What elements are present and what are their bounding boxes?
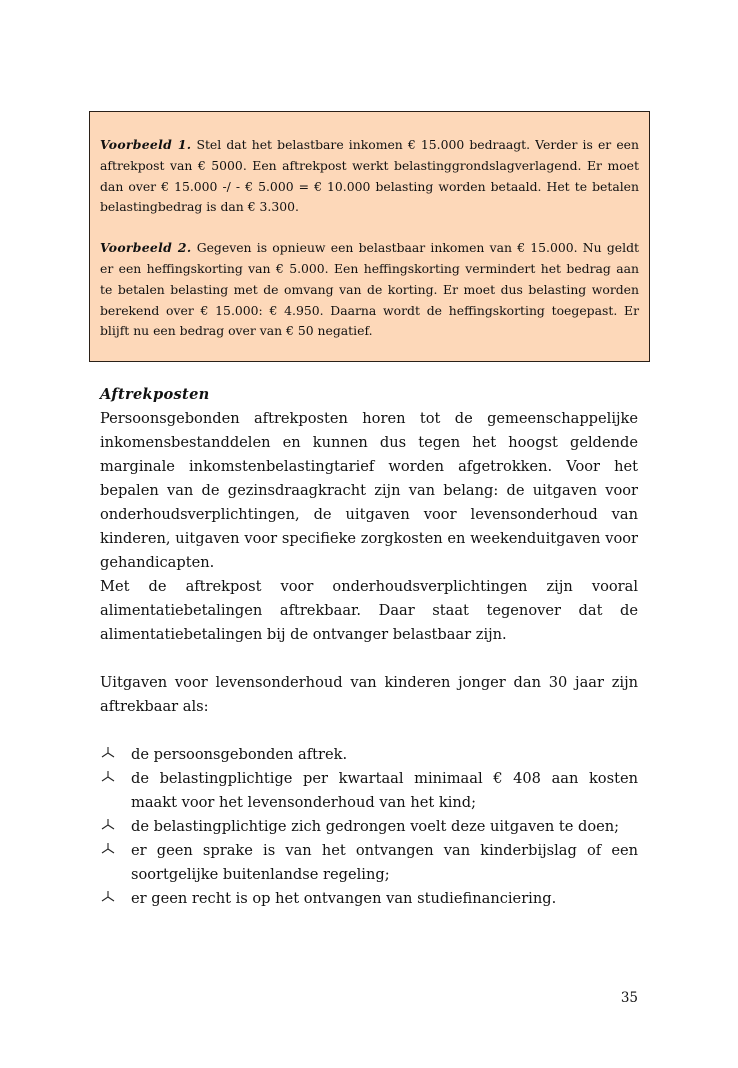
example-box — [89, 111, 650, 362]
page-number: 35 — [620, 990, 638, 1006]
example-2-lead: Voorbeeld 2. — [100, 240, 192, 256]
three-point-bullet-icon — [100, 887, 116, 907]
conditions-list — [100, 743, 638, 911]
paragraph-alimony: Met de aftrekpost voor onderhoudsverplichtingen zijn vooral alimentatiebetalingen aftrekbaar. Daar staat tegenover dat de alimentatiebetalingen bij de ontvanger belastbaar zijn. — [100, 578, 638, 643]
three-point-bullet-icon — [100, 839, 116, 859]
list-item-text: de belastingplichtige zich gedrongen voelt deze uitgaven te doen; — [131, 818, 620, 835]
list-item — [100, 815, 638, 839]
list-item — [100, 839, 638, 887]
list-item — [100, 887, 638, 911]
spacer — [100, 647, 638, 671]
list-item — [100, 743, 638, 767]
paragraph-deductions: Persoonsgebonden aftrekposten horen tot de gemeenschappelijke inkomensbestanddelen en kunnen dus tegen het hoogst geldende marginale inkomstenbelastingtarief worden afgetrokken. Voor het bepalen van de gezinsdraagkracht zijn van belang: de uitgaven voor onderhoudsverplichtingen, de uitgaven voor levensonderhoud van kinderen, uitgaven voor specifieke zorgkosten en weekenduitgaven voor gehandicapten. — [100, 410, 638, 571]
paragraph-children: Uitgaven voor levensonderhoud van kinderen jonger dan 30 jaar zijn aftrekbaar als: — [100, 674, 638, 715]
example-1-text: Stel dat het belastbare inkomen € 15.000 bedraagt. Verder is er een aftrekpost van € 5000. Een aftrekpost werkt belastinggrondslagverlagend. Er moet dan over € 15.000 -/ - € 5.000 = € 10.000 belasting worden betaald. Het te betalen belastingbedrag is dan € 3.300. — [100, 137, 639, 215]
example-paragraph-1 — [100, 135, 639, 218]
list-item-text: de persoonsgebonden aftrek. — [131, 746, 348, 763]
list-item — [100, 767, 638, 815]
three-point-bullet-icon — [100, 815, 116, 835]
example-1-lead: Voorbeeld 1. — [100, 137, 192, 152]
three-point-bullet-icon — [100, 743, 116, 763]
list-item-text: er geen sprake is van het ontvangen van kinderbijslag of een soortgelijke buitenlandse regeling; — [131, 842, 638, 883]
example-paragraph-2 — [100, 238, 639, 342]
section-heading: Aftrekposten — [100, 386, 210, 403]
spacer — [100, 719, 638, 743]
three-point-bullet-icon — [100, 767, 116, 787]
example-2-text: Gegeven is opnieuw een belastbaar inkomen van € 15.000. Nu geldt er een heffingskorting van € 5.000. Een heffingskorting vermindert het bedrag aan te betalen belasting met de omvang van de korting. Er moet dus belasting worden berekend over € 15.000: € 4.950. Daarna wordt de heffingskorting toegepast. Er blijft nu een bedrag over van € 50 negatief. — [100, 240, 639, 339]
list-item-text: de belastingplichtige per kwartaal minimaal € 408 aan kosten maakt voor het levensonderhoud van het kind; — [131, 770, 638, 811]
list-item-text: er geen recht is op het ontvangen van studiefinanciering. — [131, 890, 557, 907]
main-content — [100, 383, 638, 911]
